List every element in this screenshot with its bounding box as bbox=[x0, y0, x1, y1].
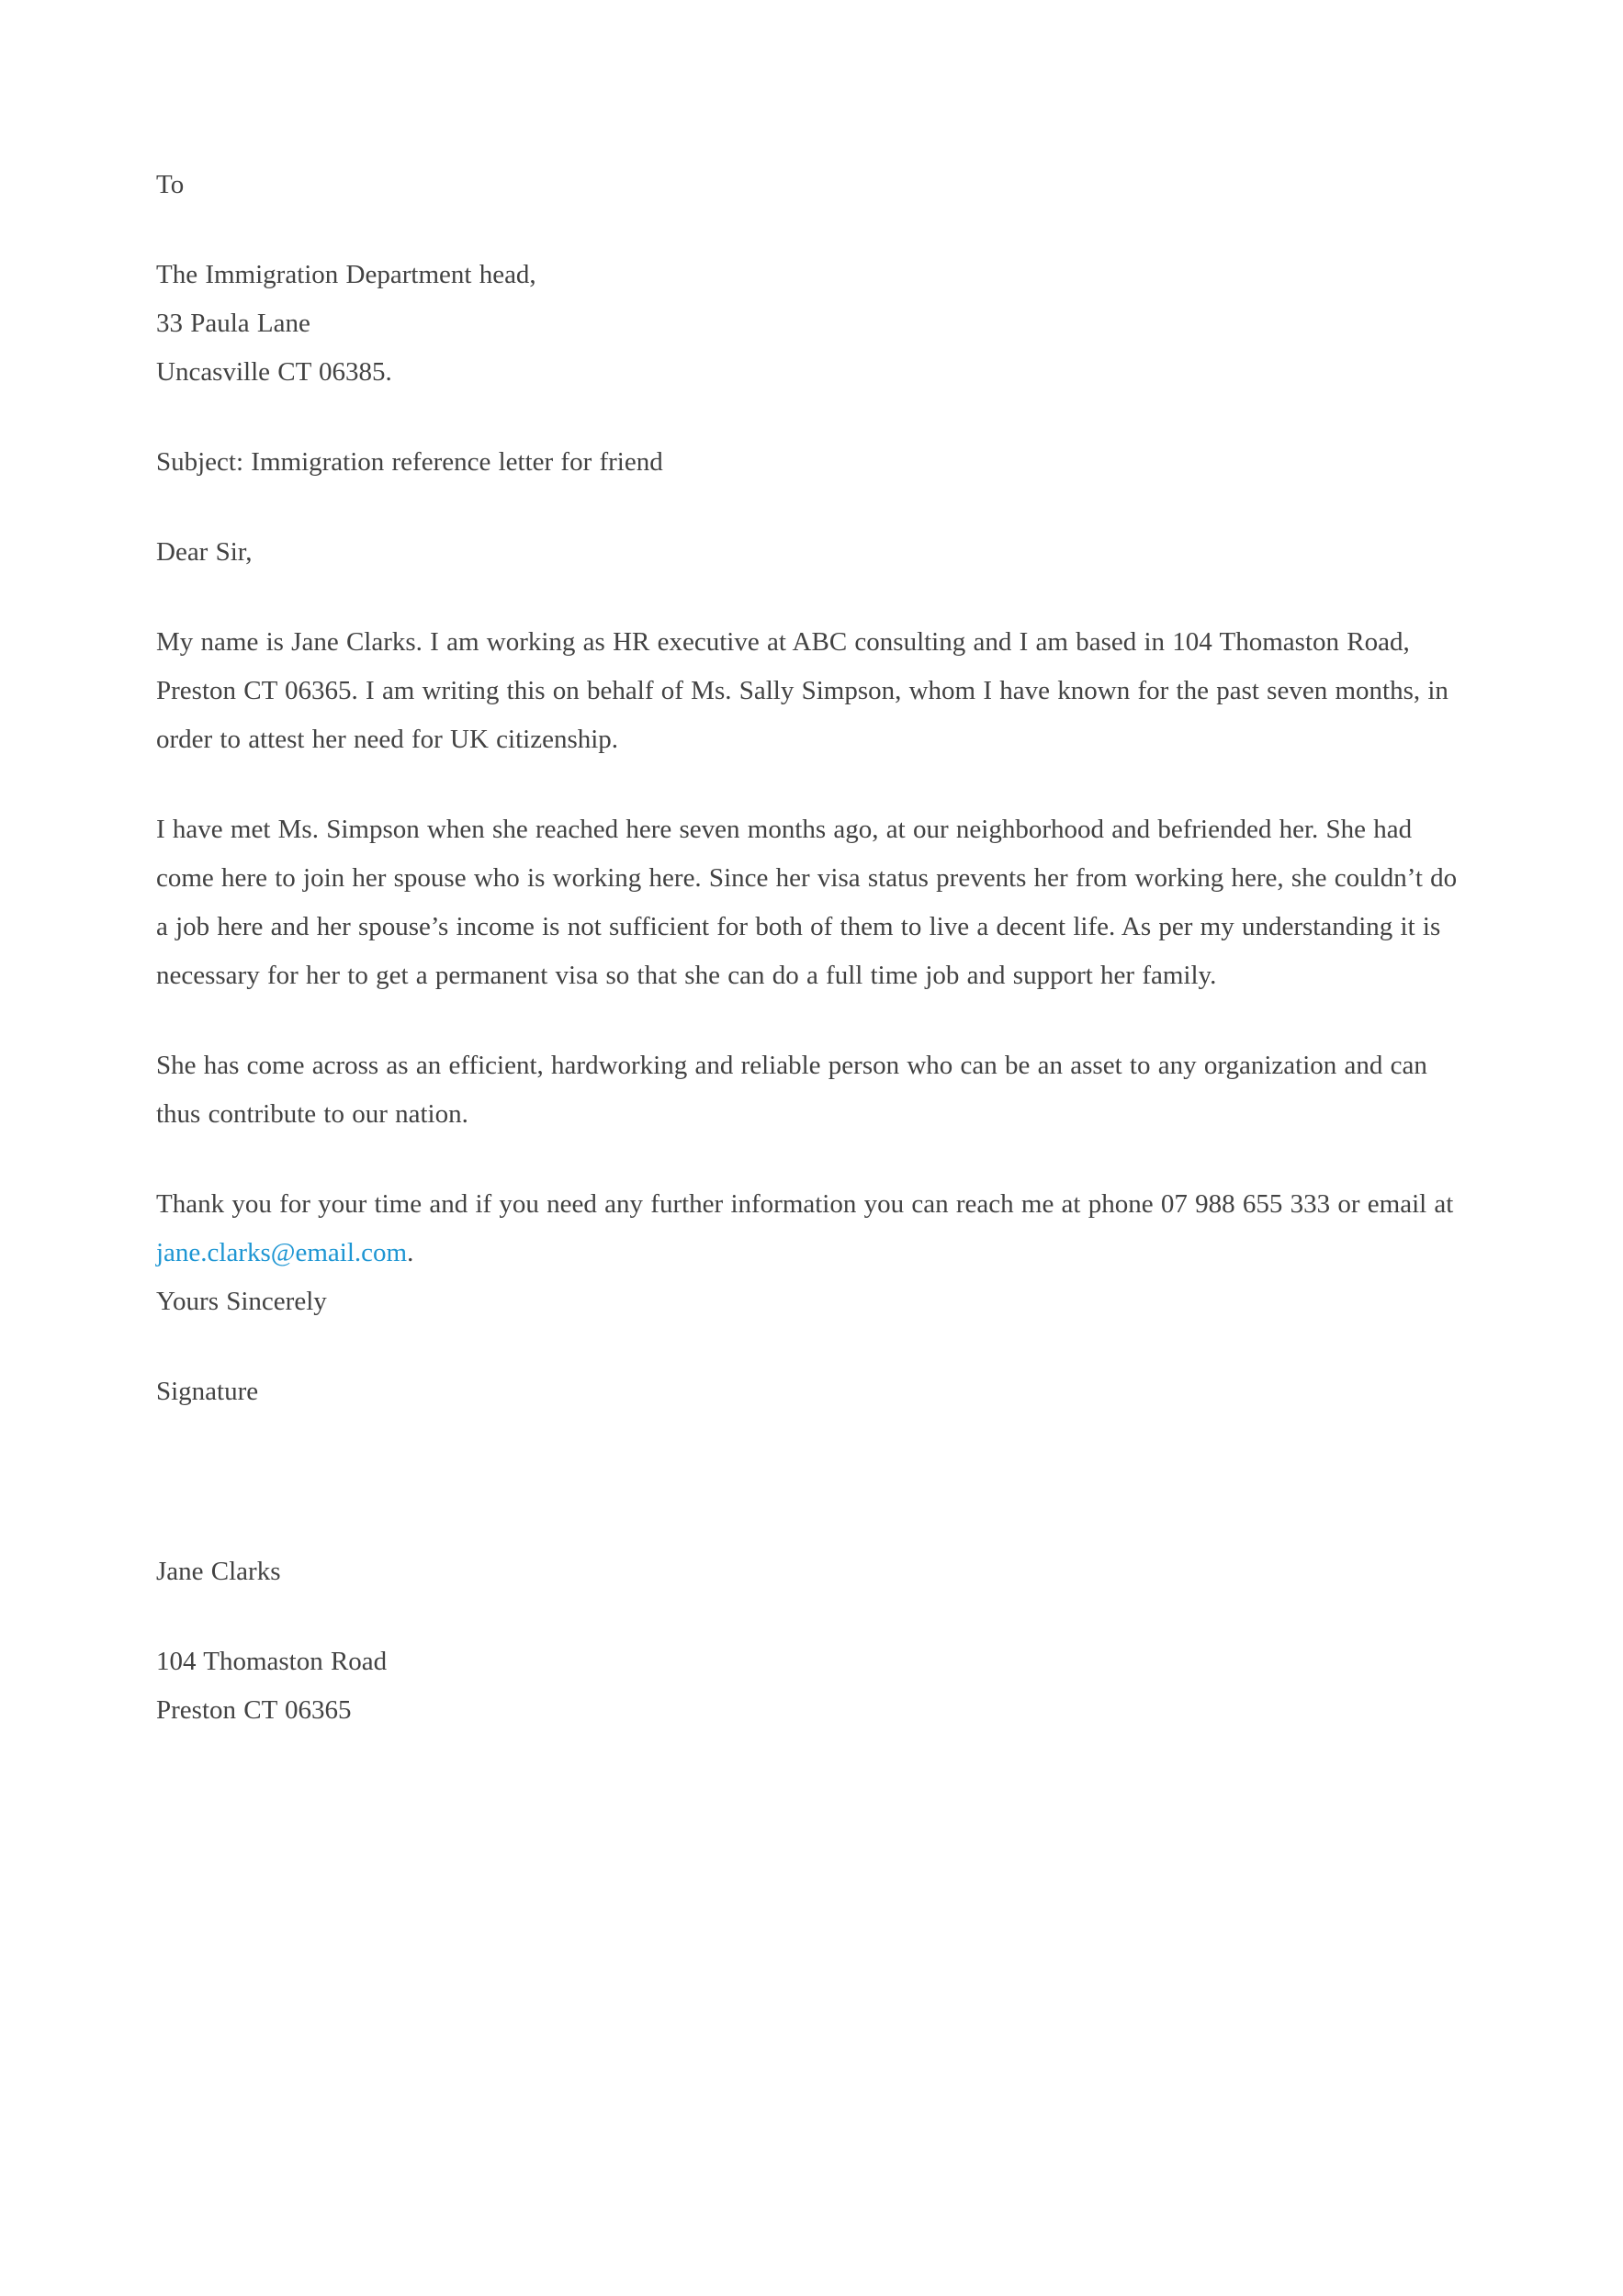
salutation: Dear Sir, bbox=[156, 537, 253, 567]
to-label: To bbox=[156, 170, 185, 199]
closing-paragraph bbox=[156, 1180, 1470, 1326]
body-paragraph: I have met Ms. Simpson when she reached here seven months ago, at our neighborhood and befriended her. She had come here to join her spouse who is working here. Since her visa status prevents her from working here, she couldn’t do a job here and her spouse’s income is not sufficient for both of them to live a decent life. As per my understanding it is necessary for her to get a permanent visa so that she can do a full time job and support her family. bbox=[156, 815, 1458, 990]
closing-before-link: Thank you for your time and if you need any further information you can reach me at phone 07 988 655 333 or email at bbox=[156, 1189, 1454, 1219]
closing-text bbox=[156, 1180, 1470, 1277]
recipient-address bbox=[156, 251, 1470, 397]
body-paragraph: My name is Jane Clarks. I am working as HR executive at ABC consulting and I am based in 104 Thomaston Road, Preston CT 06365. I am writing this on behalf of Ms. Sally Simpson, whom I have known for the past seven months, in order to attest her need for UK citizenship. bbox=[156, 627, 1448, 754]
recipient-line: 33 Paula Lane bbox=[156, 309, 310, 338]
sign-off: Yours Sincerely bbox=[156, 1287, 327, 1316]
signer-address bbox=[156, 1638, 1470, 1735]
recipient-line: Uncasville CT 06385. bbox=[156, 357, 392, 387]
body-paragraph: She has come across as an efficient, hardworking and reliable person who can be an asset to any organization and can thus contribute to our nation. bbox=[156, 1051, 1427, 1129]
closing-after-link: . bbox=[407, 1238, 414, 1267]
signer-address-line: 104 Thomaston Road bbox=[156, 1647, 388, 1676]
signer-name: Jane Clarks bbox=[156, 1557, 281, 1586]
signer-address-line: Preston CT 06365 bbox=[156, 1695, 352, 1725]
recipient-line: The Immigration Department head, bbox=[156, 260, 536, 289]
email-link[interactable]: jane.clarks@email.com bbox=[156, 1238, 408, 1267]
subject-line: Subject: Immigration reference letter for friend bbox=[156, 447, 663, 477]
signature-label: Signature bbox=[156, 1377, 259, 1406]
